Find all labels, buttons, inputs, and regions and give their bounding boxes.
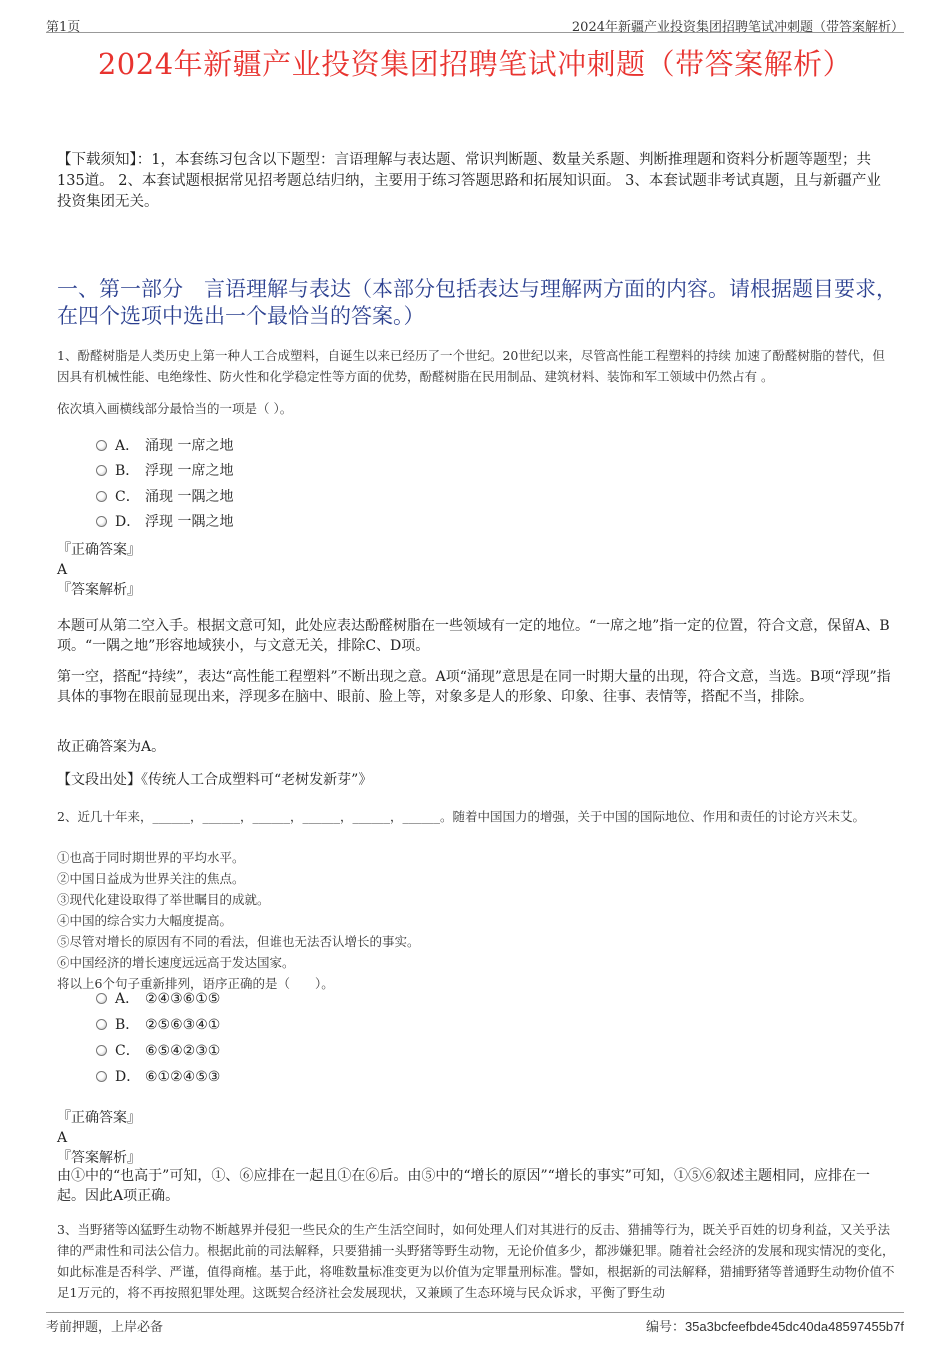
- header-doc-title: 2024年新疆产业投资集团招聘笔试冲刺题（带答案解析）: [571, 20, 904, 35]
- q2-answer: A: [57, 1130, 68, 1146]
- q2-item: ⑤尽管对增长的原因有不同的看法，但谁也无法否认增长的事实。: [57, 934, 420, 949]
- q2-analysis-label: 『答案解析』: [57, 1150, 141, 1166]
- q1-option-d[interactable]: D． 浮现 一隅之地: [96, 512, 233, 532]
- radio-icon[interactable]: [96, 491, 107, 502]
- q2-option-d[interactable]: D． ⑥①②④⑤③: [96, 1067, 220, 1087]
- radio-icon[interactable]: [96, 1019, 107, 1030]
- q2-item: ⑥中国经济的增长速度远远高于发达国家。: [57, 955, 295, 970]
- q1-analysis-2: 第一空，搭配“持续”，表达“高性能工程塑料”不断出现之意。A项“涌现”意思是在同一时期大量的出现，符合文意，当选。B项“浮现”指具体的事物在眼前显现出来，浮现多在脑中、眼前、脸上等，对象多是人的形象、印象、往事、表情等，搭配不当，排除。: [57, 669, 891, 705]
- q1-conclusion: 故正确答案为A。: [57, 739, 166, 755]
- q1-stem: 1、酚醛树脂是人类历史上第一种人工合成塑料，自诞生以来已经历了一个世纪。20世纪以来，尽管高性能工程塑料的持续 加速了酚醛树脂的替代，但因具有机械性能、电绝缘性、防火性和化学稳定性等方面的优势，酚醛树脂在民用制品、建筑材料、装饰和军工领域中仍然占有 。: [57, 348, 885, 384]
- q1-answer: A: [57, 562, 68, 578]
- page-footer: [46, 1312, 904, 1333]
- q1-source: 【文段出处】《传统人工合成塑料可“老树发新芽”》: [57, 772, 373, 788]
- q2-option-c[interactable]: C． ⑥⑤④②③①: [96, 1041, 220, 1061]
- radio-icon[interactable]: [96, 1071, 107, 1082]
- section-title: 一、第一部分 言语理解与表达（本部分包括表达与理解两方面的内容。请根据题目要求，在四个选项中选出一个最恰当的答案。）: [57, 277, 897, 328]
- q2-answer-label: 『正确答案』: [57, 1110, 141, 1126]
- radio-icon[interactable]: [96, 516, 107, 527]
- q2-item: ④中国的综合实力大幅度提高。: [57, 913, 233, 928]
- q2-analysis: 由①中的“也高于”可知，①、⑥应排在一起且①在⑥后。由⑤中的“增长的原因”“增长的事实”可知，①⑤⑥叙述主题相同，应排在一起。因此A项正确。: [57, 1168, 870, 1204]
- q3-stem: 3、当野猪等凶猛野生动物不断越界并侵犯一些民众的生产生活空间时，如何处理人们对其进行的反击、猎捕等行为，既关乎百姓的切身利益，又关乎法律的严肃性和司法公信力。根据此前的司法解释，只要猎捕一头野猪等野生动物，无论价值多少，都涉嫌犯罪。随着社会经济的发展和现实情况的变化，如此标准是否科学、严谨，值得商榷。基于此，将唯数量标准变更为以价值为定罪量刑标准。譬如，根据新的司法解释，猎捕野猪等普通野生动物价值不足1万元的，将不再按照犯罪处理。这既契合经济社会发展现状，又兼顾了生态环境与民众诉求，平衡了野生动: [57, 1222, 895, 1300]
- q2-item: ①也高于同时期世界的平均水平。: [57, 850, 245, 865]
- q1-answer-label: 『正确答案』: [57, 542, 141, 558]
- q1-option-c[interactable]: C． 涌现 一隅之地: [96, 487, 233, 507]
- radio-icon[interactable]: [96, 1045, 107, 1056]
- footer-slogan: 考前押题，上岸必备: [46, 1320, 164, 1335]
- q2-option-a[interactable]: A． ②④③⑥①⑤: [96, 989, 220, 1009]
- q2-stem: 2、近几十年来，______，______，______，______，______，______。随着中国国力的增强，关于中国的国际地位、作用和责任的讨论方兴未艾。: [57, 809, 865, 824]
- document-title: 2024年新疆产业投资集团招聘笔试冲刺题（带答案解析）: [97, 47, 853, 81]
- download-notice: 【下载须知】：1，本套练习包含以下题型：言语理解与表达题、常识判断题、数量关系题、判断推理题和资料分析题等题型；共135道。 2、本套试题根据常见招考题总结归纳，主要用于练习答题思路和拓展知识面。 3、本套试题非考试真题，且与新疆产业投资集团无关。: [57, 152, 881, 210]
- footer-code-block: [646, 1316, 904, 1335]
- q1-option-b[interactable]: B． 浮现 一席之地: [96, 461, 233, 481]
- radio-icon[interactable]: [96, 465, 107, 476]
- q1-option-a[interactable]: A． 涌现 一席之地: [96, 436, 233, 456]
- q2-items: [57, 847, 897, 994]
- footer-code: 35a3bcfeefbde45dc40da48597455b7f: [684, 1319, 904, 1334]
- page-header: [46, 14, 904, 33]
- q1-prompt: 依次填入画横线部分最恰当的一项是（ ）。: [57, 401, 293, 416]
- q1-analysis-1: 本题可从第二空入手。根据文意可知，此处应表达酚醛树脂在一些领域有一定的地位。“一席之地”指一定的位置，符合文意，保留A、B项。“一隅之地”形容地域狭小，与文意无关，排除C、D项。: [57, 618, 890, 654]
- q2-item: ②中国日益成为世界关注的焦点。: [57, 871, 245, 886]
- radio-icon[interactable]: [96, 440, 107, 451]
- radio-icon[interactable]: [96, 993, 107, 1004]
- q2-item: ③现代化建设取得了举世瞩目的成就。: [57, 892, 270, 907]
- footer-code-label: 编号：: [645, 1320, 685, 1335]
- q2-option-b[interactable]: B． ②⑤⑥③④①: [96, 1015, 220, 1035]
- q1-analysis-label: 『答案解析』: [57, 582, 141, 598]
- page-number: 第1页: [46, 20, 81, 35]
- q2-prompt: 将以上6个句子重新排列，语序正确的是（ ）。: [57, 976, 334, 991]
